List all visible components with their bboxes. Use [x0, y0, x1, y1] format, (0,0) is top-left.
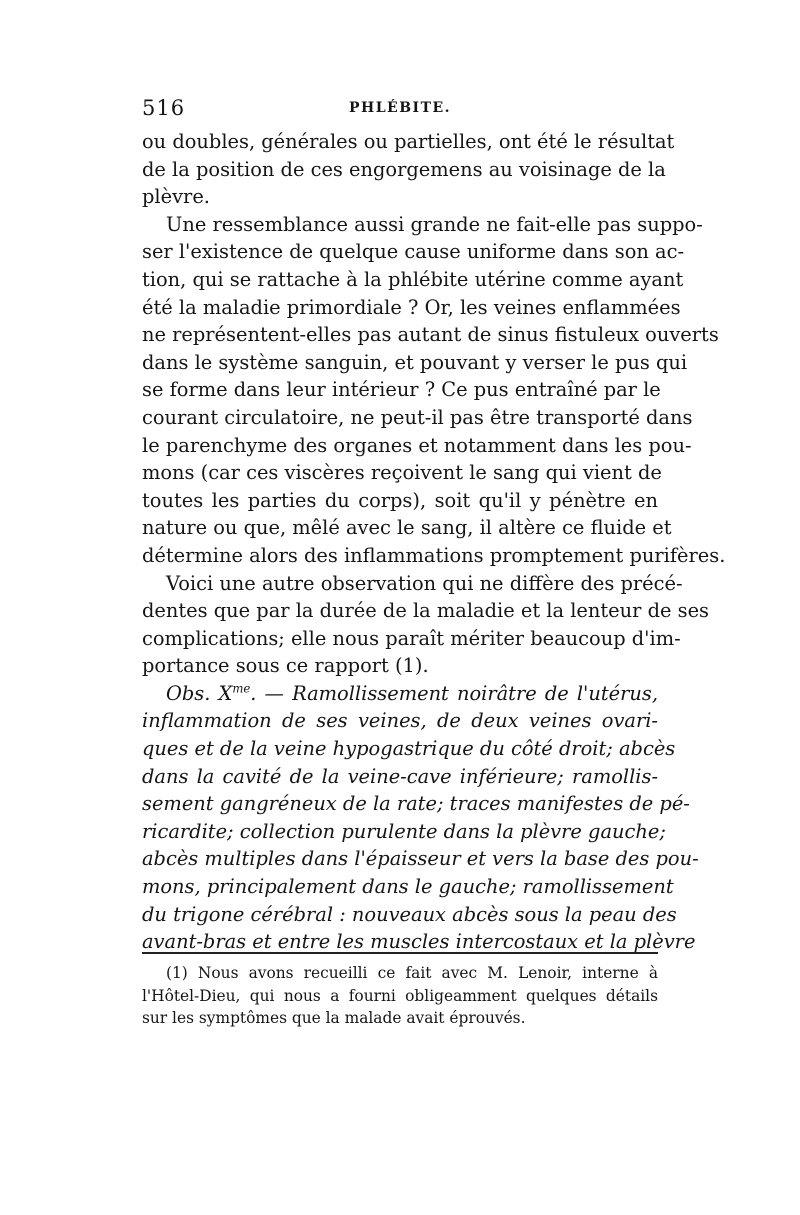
observation-summary: [142, 680, 699, 956]
paragraph: [142, 211, 726, 570]
text-line: portance sous ce rapport (1).: [142, 654, 429, 678]
text-line: ricardite; collection purulente dans la plèvre gauche;: [142, 819, 666, 843]
text-line: tion, qui se rattache à la phlébite utérine comme ayant: [142, 267, 684, 291]
text-line: Une ressemblance aussi grande ne fait-elle pas suppo-: [166, 212, 703, 236]
body-text: [142, 128, 726, 956]
observation-title: Ramollissement noirâtre de l'utérus,: [292, 681, 658, 705]
text-line: complications; elle nous paraît mériter beaucoup d'im-: [142, 626, 681, 650]
text-line: plèvre.: [142, 185, 210, 209]
page-header: [142, 96, 658, 122]
text-line: se forme dans leur intérieur ? Ce pus entraîné par le: [142, 378, 661, 402]
footnote-divider: [142, 952, 658, 954]
text-line: avant-bras et entre les muscles intercostaux et la plèvre: [142, 930, 696, 954]
observation-label: Obs. $X^{me}$. —: [166, 681, 293, 705]
text-line: le parenchyme des organes et notamment dans les pou-: [142, 433, 692, 457]
observation-first-line: [142, 680, 658, 708]
text-line: inflammation de ses veines, de deux veines ovari-: [142, 709, 658, 733]
text-line: dans le système sanguin, et pouvant y verser le pus qui: [142, 350, 688, 374]
footnote-line: (1) Nous avons recueilli ce fait avec M. Lenoir, interne à: [166, 964, 658, 982]
text-line: Voici une autre observation qui ne diffère des précé-: [166, 571, 683, 595]
text-line: courant circulatoire, ne peut-il pas être transporté dans: [142, 405, 693, 429]
text-line: ques et de la veine hypogastrique du côté droit; abcès: [142, 737, 676, 761]
text-line: toutes les parties du corps), soit qu'il y pénètre en: [142, 488, 658, 512]
text-line: ne représentent-elles pas autant de sinus fistuleux ouverts: [142, 323, 719, 347]
text-line: mons (car ces viscères reçoivent le sang qui vient de: [142, 461, 662, 485]
text-line: ser l'existence de quelque cause uniforme dans son ac-: [142, 240, 685, 264]
text-line: mons, principalement dans le gauche; ramollissement: [142, 875, 674, 899]
text-line: dentes que par la durée de la maladie et la lenteur de ses: [142, 599, 709, 623]
text-line: été la maladie primordiale ? Or, les veines enflammées: [142, 295, 681, 319]
text-line: ou doubles, générales ou partielles, ont été le résultat: [142, 130, 675, 153]
footnote: [142, 962, 658, 1030]
text-line: de la position de ces engorgemens au voisinage de la: [142, 157, 666, 181]
footnote-line: l'Hôtel-Dieu, qui nous a fourni obligeamment quelques détails: [142, 986, 658, 1005]
text-line: sement gangréneux de la rate; traces manifestes de pé-: [142, 792, 690, 816]
paragraph: [142, 570, 709, 680]
text-line: dans la cavité de la veine-cave inférieure; ramollis-: [142, 764, 658, 788]
page-number: 516: [142, 96, 186, 120]
paragraph-continuation: [142, 128, 675, 211]
text-line: détermine alors des inflammations promptement purifères.: [142, 543, 726, 567]
footnote-line: sur les symptômes que la malade avait éprouvés.: [142, 1009, 526, 1027]
running-head: PHLÉBITE.: [348, 100, 452, 116]
text-line: abcès multiples dans l'épaisseur et vers la base des pou-: [142, 847, 699, 871]
text-line: du trigone cérébral : nouveaux abcès sous la peau des: [142, 902, 677, 926]
text-line: nature ou que, mêlé avec le sang, il altère ce fluide et: [142, 516, 672, 540]
